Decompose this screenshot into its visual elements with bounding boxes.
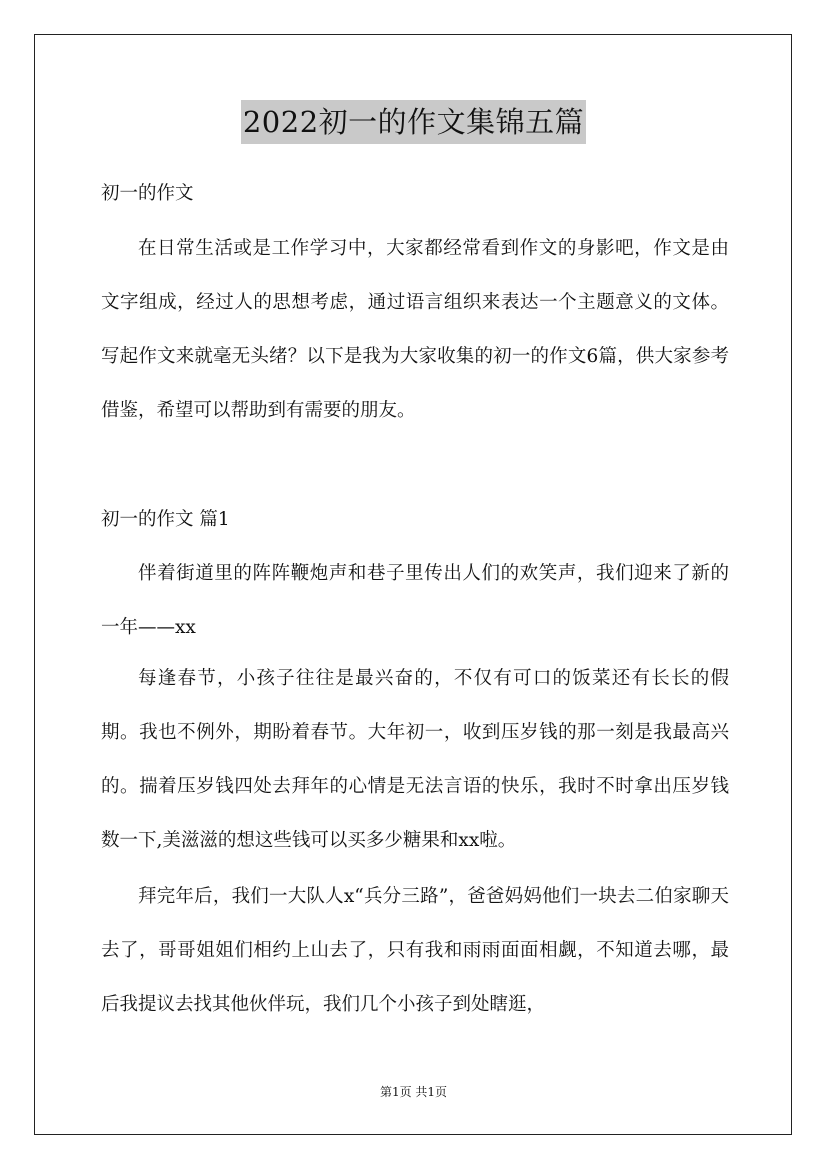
title-container (0, 100, 827, 144)
essay1-paragraph-2: 每逢春节，小孩子往往是最兴奋的，不仅有可口的饭菜还有长长的假期。我也不例外，期盼着春节。大年初一，收到压岁钱的那一刻是我最高兴的。揣着压岁钱四处去拜年的心情是无法言语的快乐，我时不时拿出压岁钱数一下,美滋滋的想这些钱可以买多少糖果和xx啦。 (101, 668, 729, 851)
essay1-paragraph-1: 伴着街道里的阵阵鞭炮声和巷子里传出人们的欢笑声，我们迎来了新的一年——xx (101, 563, 729, 638)
page-footer: 第1页 共1页 (379, 1085, 448, 1099)
document-title: 2022初一的作文集锦五篇 (241, 100, 586, 144)
intro-paragraph: 在日常生活或是工作学习中，大家都经常看到作文的身影吧，作文是由文字组成，经过人的思想考虑，通过语言组织来表达一个主题意义的文体。写起作文来就毫无头绪？以下是我为大家收集的初一的作文6篇，供大家参考借鉴，希望可以帮助到有需要的朋友。 (101, 238, 729, 421)
essay1-paragraph-3: 拜完年后，我们一大队人x“兵分三路”，爸爸妈妈他们一块去二伯家聊天去了，哥哥姐姐们相约上山去了，只有我和雨雨面面相觑，不知道去哪，最后我提议去找其他伙伴玩，我们几个小孩子到处瞎逛， (101, 886, 729, 1015)
essay1-heading: 初一的作文 篇1 (101, 509, 230, 530)
intro-heading: 初一的作文 (101, 183, 194, 204)
